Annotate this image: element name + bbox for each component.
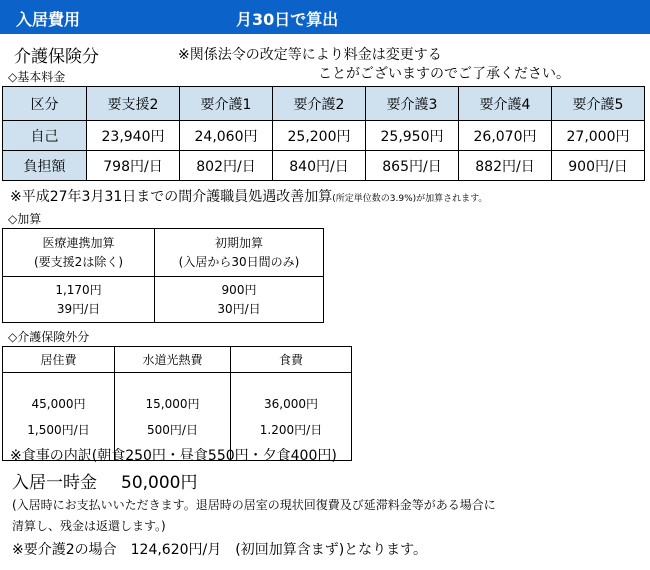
medical-cooperation-header: 医療連携加算 — [42, 235, 115, 250]
lump-sum-label: 入居一時金 — [12, 473, 97, 493]
header-title: 入居費用 — [16, 10, 81, 29]
addition-table — [2, 228, 324, 323]
header-cell: 居住費 — [3, 347, 115, 373]
header-cell: 要介護3 — [366, 87, 459, 121]
table-row — [3, 277, 324, 323]
table-row — [3, 121, 645, 151]
base-fee-table — [2, 86, 645, 181]
table-cell — [3, 277, 155, 323]
row-label: 負担額 — [3, 151, 87, 181]
header-cell — [3, 229, 155, 277]
value-daily: 1,500円/日 — [27, 422, 90, 437]
table-cell — [155, 277, 324, 323]
header-cell: 水道光熱費 — [115, 347, 231, 373]
table-cell: 900円/日 — [552, 151, 645, 181]
treatment-note-main: ※平成27年3月31日までの間介護職員処遇改善加算 — [10, 189, 333, 205]
care-insurance-title: 介護保険分 — [14, 47, 99, 67]
medical-cooperation-subheader: (要支援2は除く) — [34, 254, 123, 269]
treatment-note-small: (所定単位数の3.9%)が加算されます。 — [332, 194, 488, 204]
notice-line-2: ことがございますのでご了承ください。 — [318, 66, 570, 82]
header-cell — [155, 229, 324, 277]
non-insurance-table — [2, 346, 352, 461]
table-cell: 26,070円 — [459, 121, 552, 151]
lump-note-1: (入居時にお支払いいただきます。退居時の居室の現状回復費及び延滞料金等がある場合に — [12, 498, 496, 512]
table-cell: 27,000円 — [552, 121, 645, 151]
table-cell: 25,200円 — [273, 121, 366, 151]
table-header-row — [3, 229, 324, 277]
header-cell: 要介護4 — [459, 87, 552, 121]
table-cell: 24,060円 — [180, 121, 273, 151]
lump-note-2: 清算し、残金は返還します。) — [12, 519, 166, 533]
value-monthly: 36,000円 — [264, 396, 318, 411]
outside-label: ◇介護保険外分 — [8, 330, 90, 344]
table-cell: 25,950円 — [366, 121, 459, 151]
table-cell: 840円/日 — [273, 151, 366, 181]
table-cell: 23,940円 — [87, 121, 180, 151]
value-daily: 30円/日 — [217, 301, 261, 316]
value-daily: 1.200円/日 — [259, 422, 323, 437]
row-label: 自己 — [3, 121, 87, 151]
value-monthly: 45,000円 — [31, 396, 86, 411]
table-cell: 882円/日 — [459, 151, 552, 181]
header-cell: 要介護5 — [552, 87, 645, 121]
table-row — [3, 151, 645, 181]
value-monthly: 1,170円 — [55, 282, 102, 297]
meal-note: ※食事の内訳(朝食250円・昼食550円・夕食400円) — [10, 448, 337, 464]
value-daily: 39円/日 — [56, 301, 101, 316]
header-cell: 食費 — [231, 347, 352, 373]
treatment-note — [10, 186, 487, 206]
table-header-row — [3, 87, 645, 121]
header-cell: 要介護2 — [273, 87, 366, 121]
base-fee-label: ◇基本料金 — [8, 70, 66, 84]
value-daily: 500円/日 — [147, 422, 198, 437]
table-cell: 865円/日 — [366, 151, 459, 181]
value-monthly: 900円 — [221, 282, 257, 297]
final-note: ※要介護2の場合 124,620円/月 (初回加算含まず)となります。 — [12, 542, 428, 558]
header-bar — [0, 0, 650, 34]
kasan-label: ◇加算 — [8, 212, 42, 226]
initial-addition-header: 初期加算 — [214, 235, 263, 250]
notice-line-1: ※関係法令の改定等により料金は変更する — [178, 47, 442, 63]
table-header-row — [3, 347, 352, 373]
header-subtitle: 月30日で算出 — [236, 10, 339, 29]
initial-addition-subheader: (入居から30日間のみ) — [178, 254, 300, 269]
table-cell: 802円/日 — [180, 151, 273, 181]
header-cell: 要支援2 — [87, 87, 180, 121]
header-cell: 要介護1 — [180, 87, 273, 121]
lump-sum-amount: 50,000円 — [121, 473, 198, 493]
header-cell: 区分 — [3, 87, 87, 121]
table-cell: 798円/日 — [87, 151, 180, 181]
value-monthly: 15,000円 — [145, 396, 200, 411]
lump-sum — [12, 468, 197, 493]
